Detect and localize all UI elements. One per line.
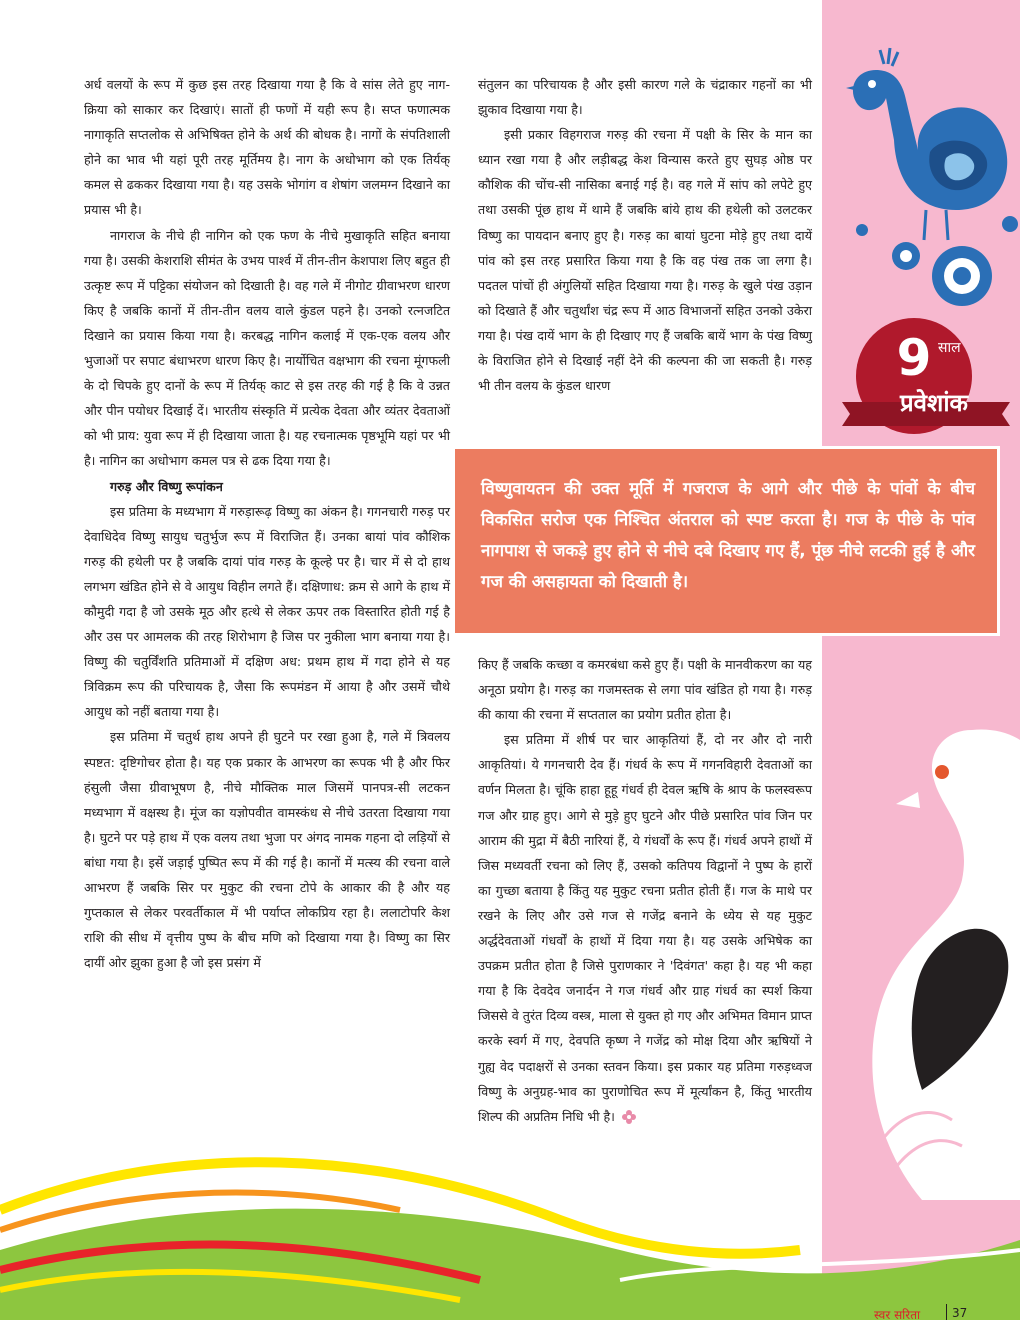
footer-divider xyxy=(946,1304,947,1320)
article-column-left xyxy=(84,72,450,975)
pull-quote-text: विष्णुवायतन की उक्त मूर्ति में गजराज के आगे और पीछे के पांवों के बीच विकसित सरोज एक निश्चित अंतराल को स्पष्ट करता है। गज के पीछे के पांव नागपाश से जकड़े हुए होने से नीचे दबे दिखाए गए हैं, पूंछ नीचे लटकी हुई है और गज की असहायता को दिखाती है। xyxy=(481,478,975,591)
paragraph: किए हैं जबकि कच्छा व कमरबंधा कसे हुए हैं। पक्षी के मानवीकरण का यह अनूठा प्रयोग है। गरुड़ का गजमस्तक से लगा पांव खंडित हो गया है। गरुड़ की काया की रचना में सप्तताल का प्रयोग प्रतीत होता है। xyxy=(478,657,812,723)
article-column-right-top xyxy=(478,72,812,398)
paragraph: इस प्रतिमा में चतुर्थ हाथ अपने ही घुटने पर रखा हुआ है, गले में त्रिवलय स्पष्टत: दृष्टिगोचर होता है। यह एक प्रकार के आभरण का रूपक भी है और फिर हंसुली जैसा ग्रीवाभूषण है, नीचे मौक्तिक माल जिसमें पानपत्र-सी लटकन मध्यभाग में वक्षस्थ है। मूंज का यज्ञोपवीत वामस्कंध से नीचे उतरता दिखाया गया है। घुटने पर पड़े हाथ में एक वलय तथा भुजा पर अंगद नामक गहना दो लड़ियों से बांधा गया है। इसें जड़ाई पुष्पित रूप में की गई है। कानों में मत्स्य की रचना वाले आभरण हैं जबकि सिर पर मुकुट की रचना टोपे के आकार की है और यह गुप्तकाल से लेकर परवर्तीकाल में भी पर्याप्त लोकप्रिय रहा है। ललाटोपरि केश राशि की सीध में वृत्तीय पुष्प के बीच मणि को दिखाया गया है। विष्णु का सिर दायीं ओर झुका हुआ है जो इस प्रसंग में xyxy=(84,729,450,971)
article-column-right-bottom xyxy=(478,652,812,1129)
paragraph-last xyxy=(478,727,812,1129)
paragraph: इस प्रतिमा के मध्यभाग में गरुड़ारूढ़ विष्णु का अंकन है। गगनचारी गरुड़ पर देवाधिदेव विष्णु सायुध चतुर्भुज रूप में विराजित हैं। उनका बायां पांव कौशिक गरुड़ की हथेली पर है जबकि दायां पांव गरुड़ के कूल्हे पर है। चार में से दो हाथ लगभग खंडित होने से वे आयुध विहीन लगते हैं। दक्षिणाध: क्रम से आगे के हाथ में कौमुदी गदा है जो उसके मूठ और हत्थे से लेकर ऊपर तक विस्तारित होती गई है और उस पर आमलक की तरह शिरोभाग है जिस पर नुकीला भाग बनाया गया है। विष्णु की चतुर्विंशति प्रतिमाओं में दक्षिण अध: प्रथम हाथ में गदा होने से यह त्रिविक्रम रूप की परिचायक है, जैसा कि रूपमंडन में आया है और उसमें चौथे आयुध को नहीं बताया गया है। xyxy=(84,503,450,720)
badge-unit: साल xyxy=(938,340,961,356)
magazine-name: स्वर सरिता xyxy=(874,1308,921,1320)
paragraph: संतुलन का परिचायक है और इसी कारण गले के चंद्राकार गहनों का भी झुकाव दिखाया गया है। xyxy=(478,77,812,118)
section-subheading: गरुड़ और विष्णु रूपांकन xyxy=(110,478,223,494)
anniversary-badge xyxy=(842,318,1010,440)
page-number: 37 xyxy=(952,1306,968,1320)
paragraph: नागराज के नीचे ही नागिन को एक फण के नीचे मुखाकृति सहित बनाया गया है। उसकी केशराशि सीमंत के उभय पार्श्व में तीन-तीन केशपाश लिए बहुत ही उत्कृष्ट रूप में पट्टिका संयोजन को दिखाती है। वह गले में नीगोट ग्रीवाभरण धारण किए है जबकि कानों में तीन-तीन वलय वाले कुंडल पहने है। उनको रत्नजटित दिखाने का प्रयास किया गया है। करबद्ध नागिन कलाई में एक-एक वलय और भुजाओं पर सपाट बंधाभरण धारण किए है। नार्योचित वक्षभाग की रचना मूंगफली के दो चिपके हुए दानों के रूप में तिर्यक् काट से इस तरह की गई है कि वे उन्नत और पीन पयोधर दिखाई दें। भारतीय संस्कृति में प्रत्येक देवता और व्यंतर देवताओं को भी प्राय: युवा रूप में ही दिखाया जाता है। यह रचनात्मक पृष्ठभूमि यहां पर भी है। नागिन का अधोभाग कमल पत्र से ढक दिया गया है। xyxy=(84,227,450,469)
paragraph-text: इस प्रतिमा में शीर्ष पर चार आकृतियां हैं, दो नर और दो नारी आकृतियां। ये गगनचारी देव हैं। गंधर्व के रूप में गगनविहारी देवताओं का वर्णन मिलता है। चूंकि हाहा हूहू गंधर्व ही देवल ऋषि के श्राप के फलस्वरूप गज और ग्राह हुए। आगे से मुड़े हुए घुटने और पीछे प्रसारित पांव जिन पर आराम की मुद्रा में बैठी नारियां हैं, ये गंधर्वों के रूप हैं। गंधर्व अपने हाथों में जिस मध्यवर्ती रचना को लिए हैं, उसको कतिपय विद्वानों ने पुष्प के हारों का गुच्छा बताया है किंतु यह मुकुट रचना प्रतीत होती हैं। गज के माथे पर रखने के लिए और उसे गज से गजेंद्र बनाने के ध्येय से यह मुकुट अर्द्धदेवताओं गंधर्वों के हाथों में दिया गया है। यह उसके अभिषेक का उपक्रम प्रतीत होता है जिसे पुराणकार ने 'दिवंगत' कहा है। यह भी कहा गया है कि देवदेव जनार्दन ने गज गंधर्व और ग्राह गंधर्व का स्पर्श किया जिससे वे तुरंत दिव्य वस्त्र, माला से युक्त हो गए और अभिमत विमान प्राप्त करके स्वर्ग में गए, देवपति कृष्ण ने गजेंद्र को मोक्ष दिया और ऋषियों ने गुह्य वेद पदाक्षरों से उनका स्तवन किया। इस प्रकार यह प्रतिमा गरुड़ध्वज विष्णु के अनुग्रह-भाव का पुराणोचित रूप में मूर्त्यांकन है, किंतु भारतीय शिल्प की अप्रतिम निधि भी है। xyxy=(478,732,812,1124)
decorative-swoosh-icon xyxy=(0,1080,1020,1320)
badge-number: 9 xyxy=(896,329,932,387)
pull-quote-box xyxy=(452,446,1000,636)
paragraph: अर्ध वलयों के रूप में कुछ इस तरह दिखाया गया है कि वे सांस लेते हुए नाग-क्रिया को साकार कर दिखाएं। सातों ही फणों में यही रूप है। सप्त फणात्मक नागाकृति सप्तलोक से अभिषिक्त होने के अर्थ की बोधक है। नागों के संपतिशाली होने का भाव भी यहां पूरी तरह मूर्तिमय है। नाग के अधोभाग को एक तिर्यक् कमल से ढककर दिखाया गया है। यह उसके भोगांग व शेषांग जलमग्न दिखाने का प्रयास भी है। xyxy=(84,77,450,218)
flower-icon xyxy=(932,246,992,306)
badge-label: प्रवेशांक xyxy=(900,389,968,417)
peacock-illustration-icon xyxy=(836,40,1020,320)
paragraph: इसी प्रकार विहगराज गरुड़ की रचना में पक्षी के सिर के मान का ध्यान रखा गया है और लड़ीबद्ध केश विन्यास करते हुए सुघड़ ओष्ठ पर कौशिक की चोंच-सी नासिका बनाई गई है। वह गले में सांप को लपेटे हुए तथा उसकी पूंछ हाथ में थामे हैं जबकि बांये हाथ की हथेली को उलटकर विष्णु का पायदान बनाए हुए है। गरुड़ का बायां घुटना मोड़े हुए तथा दायें पांव को इस तरह प्रसारित किया गया है कि वह पंख तक जा लगा है। पदतल पांचों ही अंगुलियों सहित दिखाया गया है। गरुड़ के खुले पंख उड़ान को दिखाते हैं और चतुर्थांश चंद्र रूप में आठ विभाजनों सहित उनको उकेरा गया है। पंख दायें भाग के ही दिखाए गए हैं जबकि बायें भाग के पंख विष्णु के विराजित होने से दिखाई नहीं देने की कल्पना की जा सकती है। गरुड़ भी तीन वलय के कुंडल धारण xyxy=(478,127,812,394)
